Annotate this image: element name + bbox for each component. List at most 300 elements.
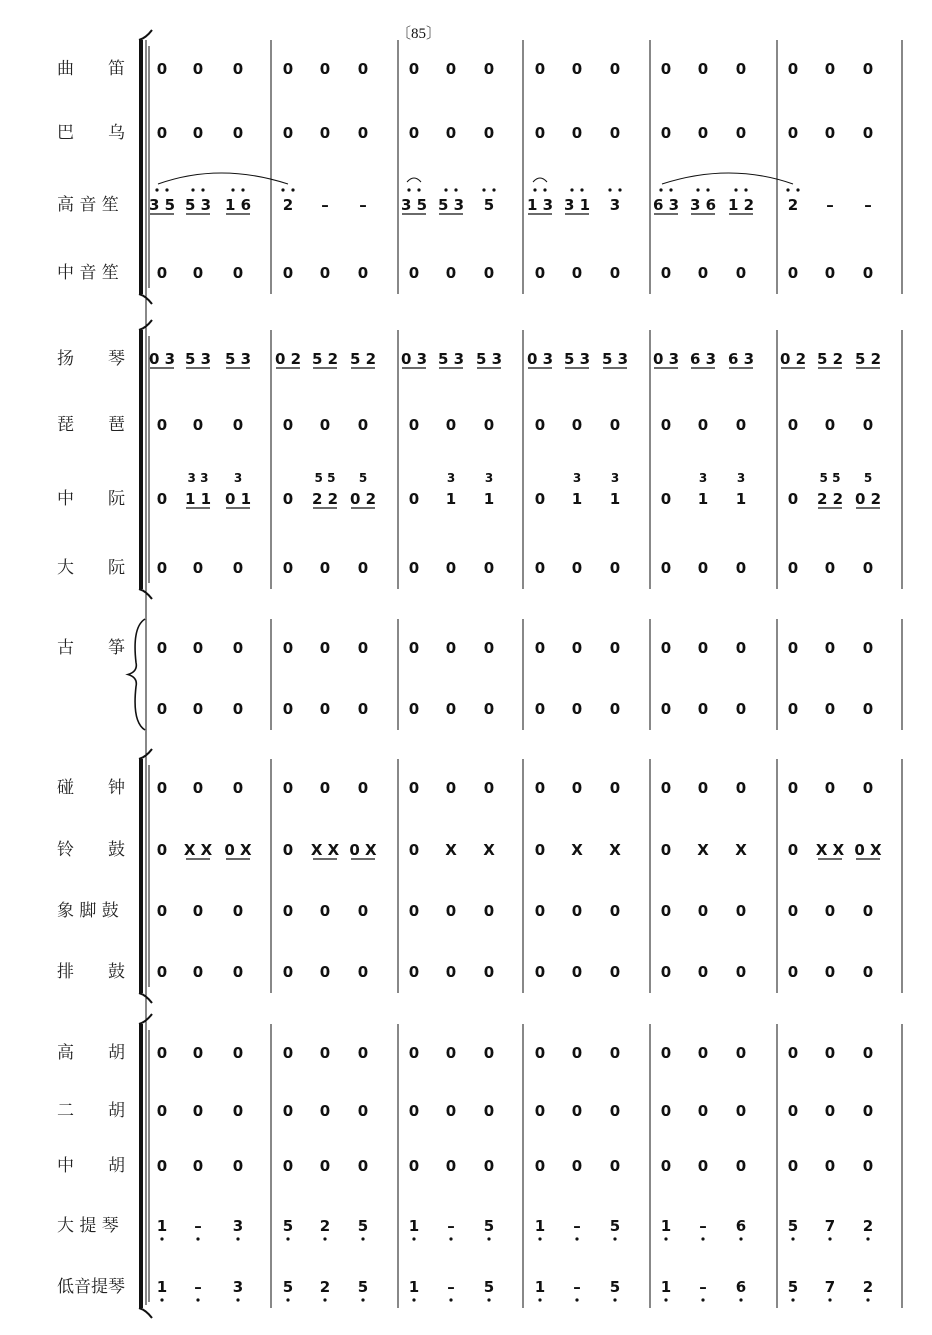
note: 0 X [349,841,377,859]
note: 0 1 [224,490,252,508]
note: 0 [534,60,546,78]
octave-dot [744,188,747,191]
note: 0 [862,559,874,577]
note: 0 [408,264,420,282]
octave-dot [165,188,168,191]
note: 5 [357,1278,369,1296]
note: – [573,1217,581,1235]
note: 2 [319,1278,331,1296]
note: 0 [824,1102,836,1120]
note: 0 [445,779,457,797]
note: 0 [660,1157,672,1175]
rehearsal-mark: 〔85〕 [396,26,442,42]
note: 0 [192,559,204,577]
instrument-label: 曲 笛 [57,59,125,79]
note: 6 [735,1278,747,1296]
note: 5 2 [311,350,339,368]
note: – [699,1278,707,1296]
note: 0 [483,779,495,797]
note: 0 [697,779,709,797]
note: 0 [862,60,874,78]
note: 0 [282,700,294,718]
note: 0 [697,1102,709,1120]
note: 0 [483,963,495,981]
note: 0 [445,264,457,282]
note: 0 [862,124,874,142]
note: 0 [735,902,747,920]
upper-note: 5 5 [314,471,336,485]
note: 0 [660,60,672,78]
octave-dot [538,1237,541,1240]
note: 0 [660,1044,672,1062]
octave-dot [701,1298,704,1301]
note: 0 [483,264,495,282]
octave-dot [575,1298,578,1301]
note: 0 [319,1044,331,1062]
note: X [735,841,747,859]
note: 0 [824,779,836,797]
note: 0 [609,1102,621,1120]
note: 0 [282,841,294,859]
note: 0 [319,1102,331,1120]
octave-dot [454,188,457,191]
octave-dot [791,1298,794,1301]
note: 0 [232,1157,244,1175]
note: 0 [735,779,747,797]
note: 5 [282,1278,294,1296]
note: 0 [787,124,799,142]
note: 0 [697,416,709,434]
note: 0 [735,639,747,657]
note: 2 [862,1217,874,1235]
note: 0 [697,124,709,142]
note: 0 [319,1157,331,1175]
note: 0 [571,416,583,434]
note: 1 [156,1278,168,1296]
instrument-label: 巴 乌 [57,123,125,143]
octave-dot [696,188,699,191]
upper-note: 3 [446,471,456,485]
note: 0 [571,1157,583,1175]
slur [533,178,547,182]
note: 0 [232,963,244,981]
note: X [697,841,709,859]
note: 0 [319,779,331,797]
note: 0 [232,416,244,434]
note: 0 [534,559,546,577]
note: 5 2 [816,350,844,368]
note: 1 6 [224,196,252,214]
note: 0 [824,700,836,718]
note: 0 [862,779,874,797]
note: 0 [609,1157,621,1175]
upper-note: 3 3 [187,471,209,485]
note: 0 [408,902,420,920]
note: 0 [408,416,420,434]
note: 0 [735,416,747,434]
note: 0 [357,1157,369,1175]
note: – [699,1217,707,1235]
note: 0 2 [274,350,302,368]
note: 0 [824,416,836,434]
slur [407,178,421,182]
note: 0 [609,639,621,657]
note: 6 3 [689,350,717,368]
note: 0 [282,639,294,657]
note: 0 [697,902,709,920]
note: 0 [862,639,874,657]
note: 0 [571,779,583,797]
note: 0 [319,963,331,981]
note: 0 [408,779,420,797]
note: – [194,1278,202,1296]
note: 0 [697,963,709,981]
note: 0 [192,963,204,981]
octave-dot [201,188,204,191]
octave-dot [231,188,234,191]
octave-dot [613,1298,616,1301]
note: 0 [282,124,294,142]
note: 0 [357,60,369,78]
note: X [571,841,583,859]
octave-dot [669,188,672,191]
octave-dot [608,188,611,191]
note: 0 [609,963,621,981]
note: 1 [609,490,621,508]
note: 1 [660,1278,672,1296]
note: 5 [609,1217,621,1235]
octave-dot [828,1298,831,1301]
note: 0 [408,1102,420,1120]
note: 5 [483,1217,495,1235]
note: 0 [571,1102,583,1120]
note: 1 [534,1217,546,1235]
octave-dot [196,1237,199,1240]
note: 0 [697,60,709,78]
note: 0 [445,416,457,434]
note: 0 [787,700,799,718]
note: 0 [609,416,621,434]
note: 0 [357,700,369,718]
note: 0 [571,124,583,142]
note: 0 [534,1102,546,1120]
note: 1 [445,490,457,508]
note: 2 [319,1217,331,1235]
note: 0 [483,902,495,920]
note: 0 [192,60,204,78]
note: 0 [534,902,546,920]
note: 0 [445,1102,457,1120]
upper-note: 3 [698,471,708,485]
octave-dot [160,1298,163,1301]
note: 0 [697,264,709,282]
note: 0 [192,1102,204,1120]
note: 0 [571,264,583,282]
octave-dot [155,188,158,191]
instrument-label: 大 提 琴 [57,1216,119,1236]
note: 0 [445,700,457,718]
note: 5 3 [601,350,629,368]
note: 0 [862,1044,874,1062]
note: 0 [609,1044,621,1062]
octave-dot [828,1237,831,1240]
instrument-label: 高 胡 [57,1043,125,1063]
note: 0 [483,1157,495,1175]
instrument-label: 中 阮 [57,489,125,509]
note: 0 X [224,841,252,859]
note: 0 [282,416,294,434]
octave-dot [786,188,789,191]
note: 0 [735,1044,747,1062]
note: 0 [192,1157,204,1175]
upper-note: 5 [358,471,368,485]
note: – [864,196,872,214]
note: 0 [156,60,168,78]
note: 1 [660,1217,672,1235]
note: 5 [483,196,495,214]
octave-dot [664,1298,667,1301]
upper-note: 5 5 [819,471,841,485]
note: 0 [824,60,836,78]
octave-dot [618,188,621,191]
note: 0 [660,416,672,434]
note: X X [183,841,213,859]
note: 0 [571,559,583,577]
bracket-hook [139,1308,152,1318]
note: 6 [735,1217,747,1235]
note: X [609,841,621,859]
instrument-label: 高 音 笙 [57,195,119,215]
note: 1 [735,490,747,508]
note: 0 [660,963,672,981]
octave-dot [196,1298,199,1301]
note: 5 [282,1217,294,1235]
note: 0 [609,124,621,142]
note: 0 [232,124,244,142]
note: 5 [787,1217,799,1235]
note: 0 3 [652,350,680,368]
note: 0 [787,416,799,434]
note: 0 [156,700,168,718]
note: 0 [192,124,204,142]
note: 5 3 [563,350,591,368]
octave-dot [533,188,536,191]
note: 0 [571,639,583,657]
octave-dot [407,188,410,191]
note: 0 [660,1102,672,1120]
note: 1 2 [727,196,755,214]
octave-dot [160,1237,163,1240]
bracket-hook [139,30,152,40]
octave-dot [444,188,447,191]
note: 0 [408,841,420,859]
note: 0 [787,559,799,577]
note: 0 [862,902,874,920]
octave-dot [613,1237,616,1240]
note: 0 3 [400,350,428,368]
note: 0 [660,639,672,657]
note: 0 [571,1044,583,1062]
note: 0 [156,1157,168,1175]
octave-dot [701,1237,704,1240]
note: 0 [282,902,294,920]
note: 0 [232,60,244,78]
upper-note: 3 [572,471,582,485]
note: 0 [862,1157,874,1175]
note: 2 2 [816,490,844,508]
note: 0 [232,902,244,920]
note: 1 [571,490,583,508]
note: 0 [609,779,621,797]
note: 1 [534,1278,546,1296]
octave-dot [241,188,244,191]
note: 0 [824,124,836,142]
octave-dot [286,1298,289,1301]
note: 0 [862,700,874,718]
note: 3 [232,1278,244,1296]
note: 0 [697,559,709,577]
note: 0 [408,60,420,78]
note: 0 [192,700,204,718]
upper-note: 5 [863,471,873,485]
octave-dot [412,1298,415,1301]
octave-dot [570,188,573,191]
octave-dot [482,188,485,191]
note: 0 [232,700,244,718]
note: – [573,1278,581,1296]
note: 1 [697,490,709,508]
note: 0 [534,700,546,718]
note: 0 [609,902,621,920]
note: 2 [282,196,294,214]
note: 3 [609,196,621,214]
note: 0 [862,416,874,434]
octave-dot [412,1237,415,1240]
note: 0 [787,264,799,282]
octave-dot [291,188,294,191]
note: 0 [660,841,672,859]
note: 0 [445,1044,457,1062]
octave-dot [543,188,546,191]
note: 0 [609,700,621,718]
note: X [445,841,457,859]
note: 0 [408,639,420,657]
note: 0 [735,1157,747,1175]
note: 0 [408,963,420,981]
instrument-label: 二 胡 [57,1101,125,1121]
note: 0 [445,902,457,920]
note: 0 [319,902,331,920]
note: 0 [445,60,457,78]
note: – [359,196,367,214]
instrument-label: 铃 鼓 [57,840,125,860]
note: 1 [408,1217,420,1235]
note: – [321,196,329,214]
octave-dot [866,1298,869,1301]
note: 0 2 [779,350,807,368]
note: 0 [787,1044,799,1062]
octave-dot [706,188,709,191]
instrument-label: 中 音 笙 [57,263,119,283]
note: 0 [192,264,204,282]
note: 1 1 [184,490,212,508]
octave-dot [281,188,284,191]
note: 0 [787,1157,799,1175]
octave-dot [659,188,662,191]
instrument-label: 碰 钟 [57,778,125,798]
note: 0 [357,416,369,434]
note: 6 3 [727,350,755,368]
note: 0 [609,60,621,78]
note: 0 [483,416,495,434]
note: 0 [282,490,294,508]
note: 0 [660,124,672,142]
note: 0 [534,124,546,142]
note: 0 [156,779,168,797]
note: 0 [192,639,204,657]
note: 0 [156,1102,168,1120]
note: X [483,841,495,859]
octave-dot [796,188,799,191]
upper-note: 3 [233,471,243,485]
octave-dot [323,1298,326,1301]
octave-dot [191,188,194,191]
note: 0 [735,264,747,282]
brace [128,619,145,730]
octave-dot [236,1298,239,1301]
note: 5 [357,1217,369,1235]
note: 0 [232,1102,244,1120]
note: – [447,1217,455,1235]
note: 0 [824,559,836,577]
note: 0 [571,902,583,920]
octave-dot [739,1298,742,1301]
note: 6 3 [652,196,680,214]
instrument-label: 象 脚 鼓 [57,901,119,921]
octave-dot [791,1237,794,1240]
note: 5 [609,1278,621,1296]
note: 0 [192,1044,204,1062]
note: 0 2 [349,490,377,508]
note: 0 [735,60,747,78]
note: 0 [156,559,168,577]
note: 3 5 [400,196,428,214]
note: 0 [697,700,709,718]
note: 0 [357,963,369,981]
note: 5 [787,1278,799,1296]
note: 0 [735,700,747,718]
note: 0 [156,902,168,920]
note: 2 2 [311,490,339,508]
instrument-label: 琵 琶 [57,415,125,435]
note: 0 [282,779,294,797]
note: 0 [357,779,369,797]
octave-dot [866,1237,869,1240]
note: 0 [282,559,294,577]
note: 0 [824,639,836,657]
note: 0 [571,700,583,718]
note: 0 [232,639,244,657]
note: 0 [282,1102,294,1120]
note: 0 [408,1044,420,1062]
note: 0 [862,264,874,282]
note: 0 [697,639,709,657]
note: 3 6 [689,196,717,214]
note: 0 [787,1102,799,1120]
note: 0 [824,264,836,282]
note: 0 [408,559,420,577]
octave-dot [236,1237,239,1240]
